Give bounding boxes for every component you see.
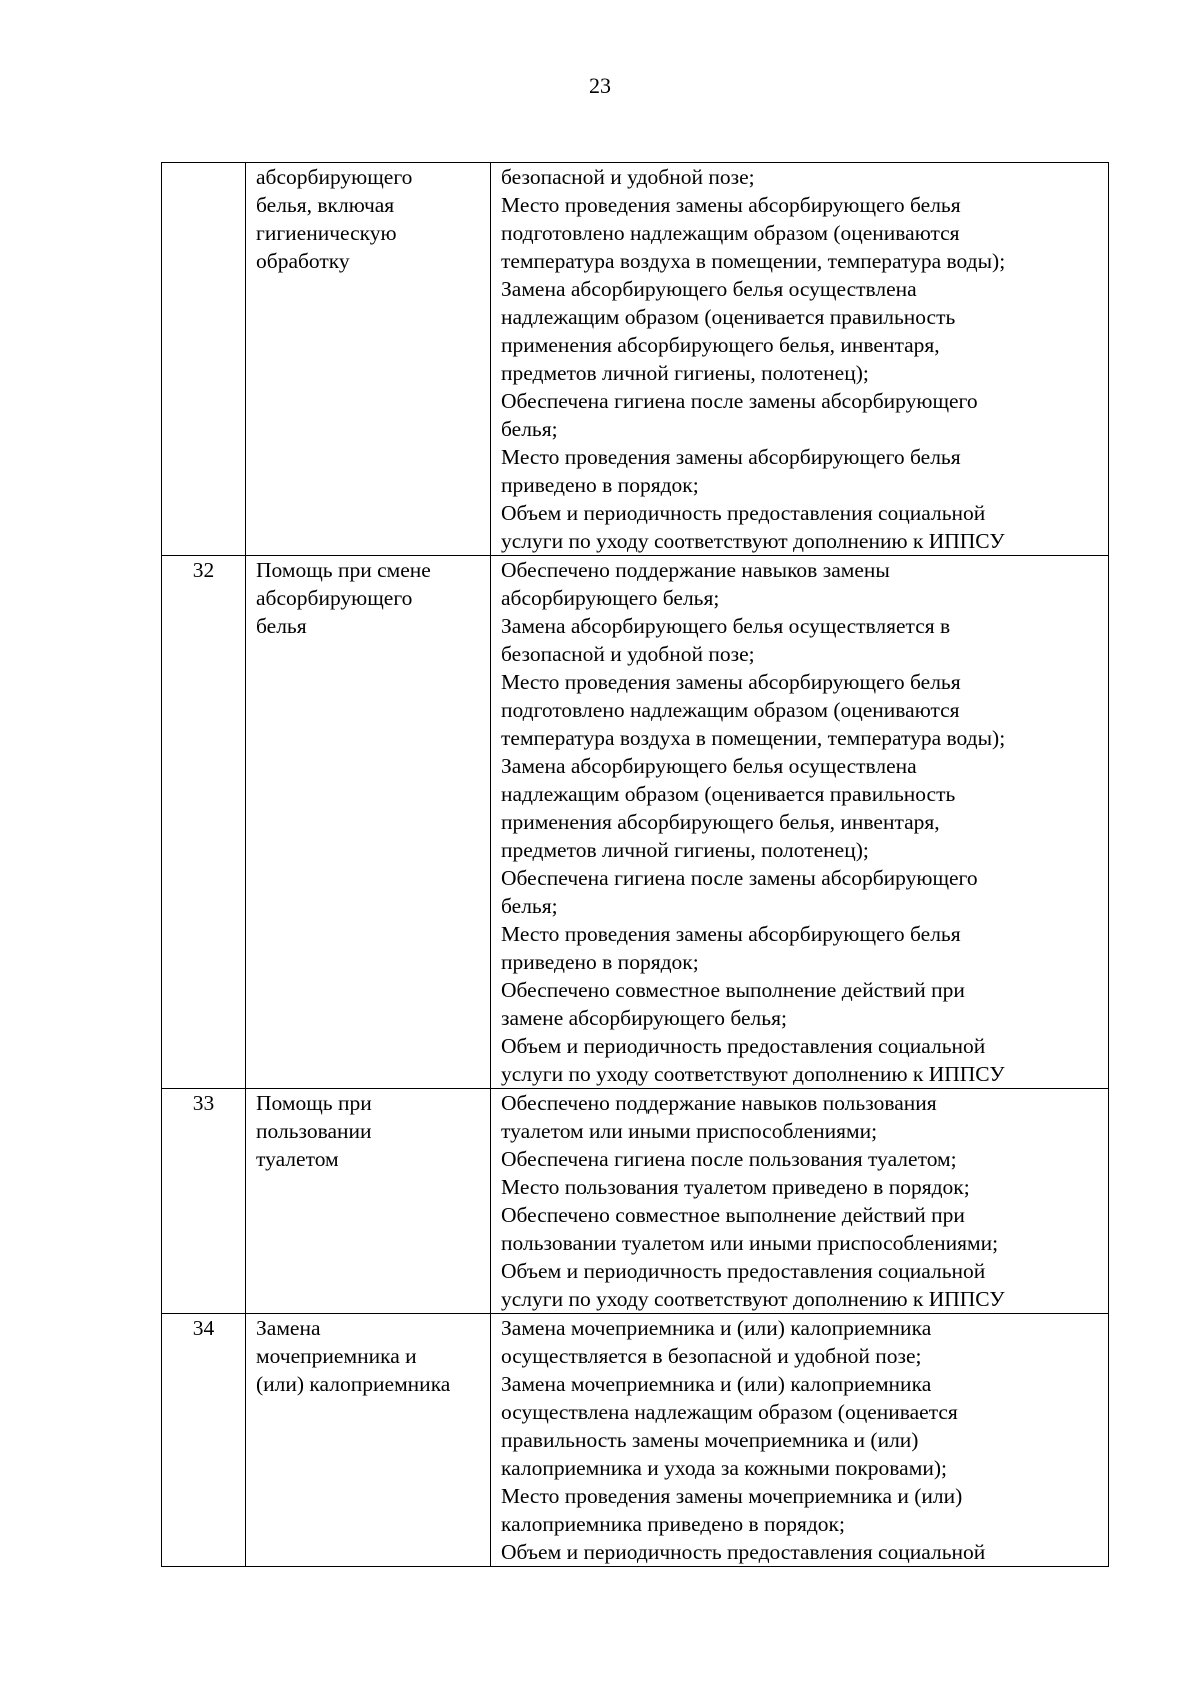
criteria-line: Обеспечено поддержание навыков пользования (501, 1091, 937, 1115)
quality-criteria-cell (491, 556, 1109, 1089)
criteria-line: приведено в порядок; (501, 473, 699, 497)
criteria-line: безопасной и удобной позе; (501, 165, 755, 189)
criteria-line: температура воздуха в помещении, температура воды); (501, 726, 1006, 750)
table-body (162, 163, 1109, 1567)
table-row (162, 163, 1109, 556)
criteria-line: Обеспечено совместное выполнение действий при (501, 1203, 965, 1227)
service-name-line: гигиеническую (256, 221, 397, 245)
criteria-line: осуществлена надлежащим образом (оценивается (501, 1400, 958, 1424)
criteria-line: предметов личной гигиены, полотенец); (501, 838, 869, 862)
criteria-line: Обеспечена гигиена после замены абсорбирующего (501, 389, 978, 413)
table-row (162, 556, 1109, 1089)
criteria-line: приведено в порядок; (501, 950, 699, 974)
criteria-line: Объем и периодичность предоставления социальной (501, 1034, 986, 1058)
row-number-cell: 32 (162, 556, 246, 1089)
row-number-cell: 33 (162, 1089, 246, 1314)
criteria-line: Обеспечено совместное выполнение действий при (501, 978, 965, 1002)
service-name-line: белья, включая (256, 193, 395, 217)
criteria-line: белья; (501, 417, 558, 441)
service-name-cell (246, 163, 491, 556)
criteria-line: применения абсорбирующего белья, инвентаря, (501, 810, 940, 834)
criteria-line: туалетом или иными приспособлениями; (501, 1119, 878, 1143)
criteria-line: Место проведения замены мочеприемника и (или) (501, 1484, 963, 1508)
criteria-line: применения абсорбирующего белья, инвентаря, (501, 333, 940, 357)
criteria-line: Место проведения замены абсорбирующего белья (501, 445, 961, 469)
criteria-line: предметов личной гигиены, полотенец); (501, 361, 869, 385)
criteria-line: Замена мочеприемника и (или) калоприемника (501, 1316, 932, 1340)
criteria-line: услуги по уходу соответствуют дополнению к ИППСУ (501, 1062, 1005, 1086)
criteria-line: Замена абсорбирующего белья осуществляется в (501, 614, 951, 638)
criteria-line: осуществляется в безопасной и удобной позе; (501, 1344, 922, 1368)
criteria-line: безопасной и удобной позе; (501, 642, 755, 666)
quality-criteria-cell (491, 163, 1109, 556)
row-number-cell: 34 (162, 1314, 246, 1567)
criteria-line: Место проведения замены абсорбирующего белья (501, 193, 961, 217)
row-number-cell (162, 163, 246, 556)
criteria-line: белья; (501, 894, 558, 918)
criteria-line: подготовлено надлежащим образом (оцениваются (501, 221, 960, 245)
service-name-cell (246, 1089, 491, 1314)
criteria-line: правильность замены мочеприемника и (или) (501, 1428, 919, 1452)
criteria-line: услуги по уходу соответствуют дополнению к ИППСУ (501, 1287, 1005, 1311)
criteria-line: Обеспечено поддержание навыков замены (501, 558, 890, 582)
criteria-line: калоприемника и ухода за кожными покровами); (501, 1456, 947, 1480)
criteria-line: абсорбирующего белья; (501, 586, 720, 610)
service-name-line: Помощь при (256, 1091, 372, 1115)
criteria-line: Объем и периодичность предоставления социальной (501, 1259, 986, 1283)
service-name-line: мочеприемника и (256, 1344, 417, 1368)
criteria-line: услуги по уходу соответствуют дополнению к ИППСУ (501, 529, 1005, 553)
services-table (161, 162, 1109, 1567)
service-name-line: пользовании (256, 1119, 372, 1143)
quality-criteria-cell (491, 1314, 1109, 1567)
quality-criteria-cell (491, 1089, 1109, 1314)
criteria-line: калоприемника приведено в порядок; (501, 1512, 845, 1536)
service-name-line: абсорбирующего (256, 165, 413, 189)
table-row (162, 1089, 1109, 1314)
service-name-line: (или) калоприемника (256, 1372, 451, 1396)
criteria-line: Замена абсорбирующего белья осуществлена (501, 277, 917, 301)
criteria-line: Объем и периодичность предоставления социальной (501, 1540, 986, 1564)
criteria-line: Обеспечена гигиена после пользования туалетом; (501, 1147, 957, 1171)
criteria-line: Замена абсорбирующего белья осуществлена (501, 754, 917, 778)
criteria-line: Место проведения замены абсорбирующего белья (501, 670, 961, 694)
service-name-line: абсорбирующего (256, 586, 413, 610)
service-name-line: туалетом (256, 1147, 339, 1171)
table-row (162, 1314, 1109, 1567)
criteria-line: Место проведения замены абсорбирующего белья (501, 922, 961, 946)
criteria-line: надлежащим образом (оценивается правильность (501, 782, 956, 806)
service-name-line: белья (256, 614, 307, 638)
service-name-cell (246, 1314, 491, 1567)
service-name-cell (246, 556, 491, 1089)
page-number: 23 (589, 73, 611, 98)
criteria-line: Место пользования туалетом приведено в порядок; (501, 1175, 970, 1199)
criteria-line: Объем и периодичность предоставления социальной (501, 501, 986, 525)
criteria-line: надлежащим образом (оценивается правильность (501, 305, 956, 329)
criteria-line: замене абсорбирующего белья; (501, 1006, 787, 1030)
service-name-line: обработку (256, 249, 350, 273)
criteria-line: Замена мочеприемника и (или) калоприемника (501, 1372, 932, 1396)
criteria-line: пользовании туалетом или иными приспособлениями; (501, 1231, 999, 1255)
criteria-line: подготовлено надлежащим образом (оцениваются (501, 698, 960, 722)
service-name-line: Замена (256, 1316, 321, 1340)
service-name-line: Помощь при смене (256, 558, 431, 582)
criteria-line: температура воздуха в помещении, температура воды); (501, 249, 1006, 273)
criteria-line: Обеспечена гигиена после замены абсорбирующего (501, 866, 978, 890)
